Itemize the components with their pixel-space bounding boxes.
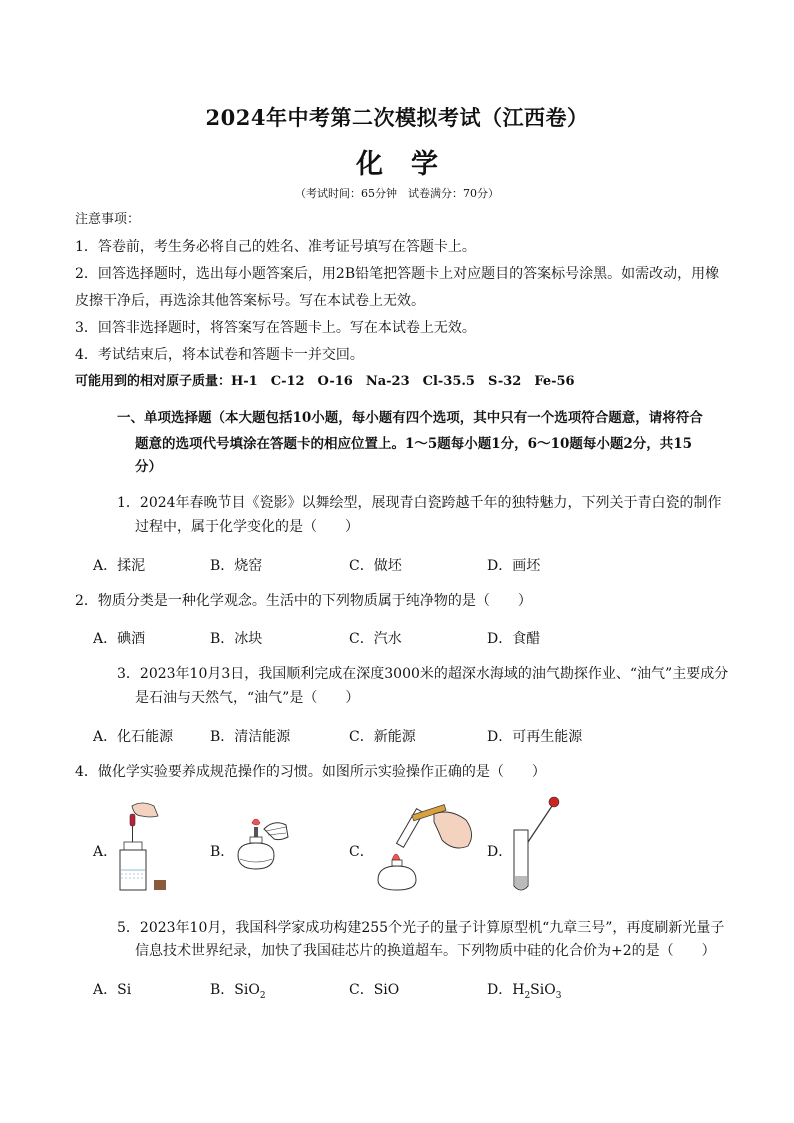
option-d[interactable] [487,979,561,1001]
option-c[interactable]: C．汽水 [349,631,402,647]
option-b[interactable]: B． [210,844,235,860]
notice-heading: 注意事项： [75,212,141,227]
notice-item: 1．答卷前，考生务必将自己的姓名、准考证号填写在答题卡上。 [75,239,476,255]
notice-item: 皮擦干净后，再选涂其他答案标号。写在本试卷上无效。 [75,293,425,309]
subject-title: 化学 [356,149,466,180]
atomic-masses: 可能用到的相对原子质量：H-1 C-12 O-16 Na-23 Cl-35.5 S-32 Fe-56 [75,374,575,389]
figure-a-dropper-bottle [112,802,172,894]
option-a[interactable]: A．Si [93,982,132,998]
section-heading: 一、单项选择题（本大题包括10小题，每小题有四个选项，其中只有一个选项符合题意，请将符合 [117,410,703,426]
option-d-sub-2: 3 [555,990,562,1001]
figure-c-heating-test-tube [370,800,478,892]
option-d-prefix: D．H [487,982,525,998]
option-b[interactable]: B．冰块 [210,631,263,647]
option-c[interactable]: C．新能源 [349,729,416,745]
option-a[interactable]: A．碘酒 [93,631,146,647]
notice-item: 3．回答非选择题时，将答案写在答题卡上。写在本试卷上无效。 [75,320,476,336]
question-1-text: 过程中，属于化学变化的是（ ） [135,519,359,535]
question-1-text: 1．2024年春晚节目《瓷影》以舞绘型，展现青白瓷跨越千年的独特魅力，下列关于青白瓷的制作 [117,495,722,511]
option-d-sub-1: 2 [524,990,531,1001]
question-5-text: 5．2023年10月，我国科学家成功构建255个光子的量子计算原型机“九章三号”，再度刷新光量子 [117,920,725,936]
option-d[interactable]: D．画坯 [487,558,541,574]
option-d-formula: SiO [530,982,556,998]
option-b-subscript: 2 [259,990,266,1001]
option-b[interactable] [210,979,266,1001]
question-2-text: 2．物质分类是一种化学观念。生活中的下列物质属于纯净物的是（ ） [75,593,532,609]
option-c[interactable]: C． [349,844,374,860]
option-a[interactable]: A． [93,844,118,860]
figure-d-dropper-test-tube [508,796,564,896]
option-b-formula: B．SiO [210,982,260,998]
exam-info: （考试时间：65分钟 试卷满分：70分） [295,187,499,200]
option-d[interactable]: D．食醋 [487,631,541,647]
option-d[interactable]: D．可再生能源 [487,729,583,745]
option-a[interactable]: A．揉泥 [93,558,146,574]
question-4-text: 4．做化学实验要养成规范操作的习惯。如图所示实验操作正确的是（ ） [75,764,546,780]
question-3-text: 是石油与天然气，“油气”是（ ） [135,690,360,706]
figure-b-alcohol-lamp [230,815,292,877]
option-c[interactable]: C．SiO [349,982,400,998]
question-5-text: 信息技术世界纪录，加快了我国硅芯片的换道超车。下列物质中硅的化合价为+2的是（ ） [135,943,716,959]
option-d[interactable]: D． [487,844,513,860]
page-title: 2024年中考第二次模拟考试（江西卷） [205,105,589,130]
section-heading: 分） [135,459,162,475]
option-b[interactable]: B．清洁能源 [210,729,291,745]
section-heading: 题意的选项代号填涂在答题卡的相应位置上。1～5题每小题1分，6～10题每小题2分，共15 [135,436,693,452]
question-3-text: 3．2023年10月3日，我国顺利完成在深度3000米的超深水海域的油气勘探作业、“油气”主要成分 [117,666,729,682]
notice-item: 4．考试结束后，将本试卷和答题卡一并交回。 [75,347,364,363]
option-b[interactable]: B．烧窑 [210,558,263,574]
option-a[interactable]: A．化石能源 [93,729,174,745]
option-c[interactable]: C．做坯 [349,558,402,574]
notice-item: 2．回答选择题时，选出每小题答案后，用2B铅笔把答题卡上对应题目的答案标号涂黑。如需改动，用橡 [75,266,720,282]
